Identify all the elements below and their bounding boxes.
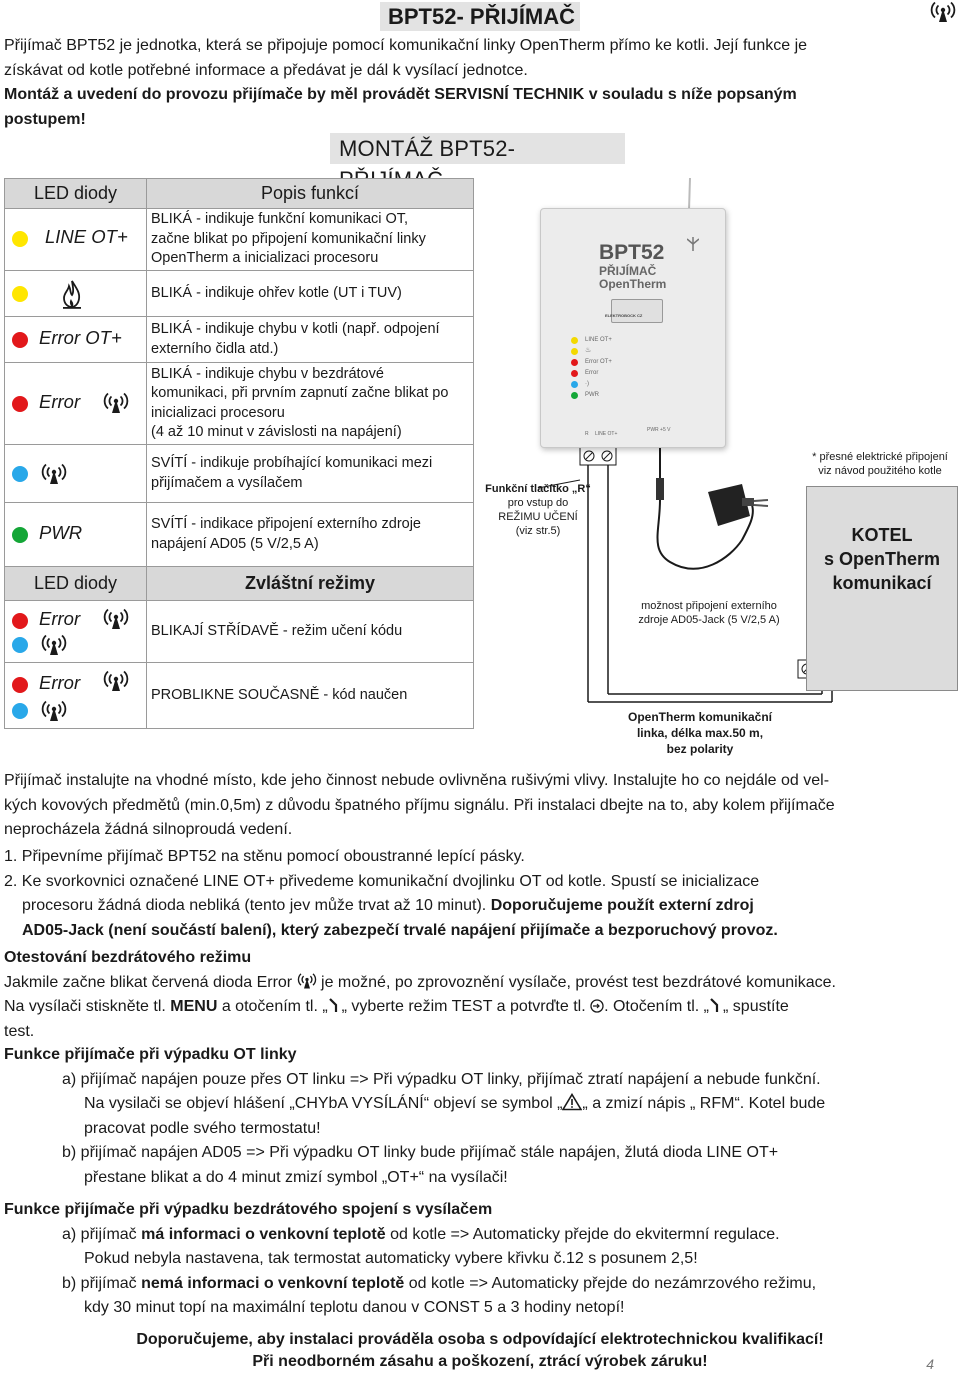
blue-led-icon <box>12 466 28 482</box>
red-led-icon <box>12 613 28 629</box>
section-heading: Funkce přijímače při výpadku OT linky <box>4 1046 297 1063</box>
led-description <box>147 503 474 567</box>
blue-led-icon <box>12 703 28 719</box>
text-span: procesoru žádná dioda nebliká (tento jev může trvat až 10 minut). <box>22 897 491 914</box>
text-span: Na vysilači se objeví hlášení „CHYbA VYSÍLÁNÍ“ objeví se symbol „ <box>84 1095 563 1112</box>
footer-warning <box>0 1329 960 1373</box>
antenna-symbol-icon <box>687 237 699 251</box>
desc-line: napájení AD05 (5 V/2,5 A) <box>151 535 319 552</box>
text-line: Pokud nebyla nastavena, tak termostat automaticky vybere křivku č.12 s posunem 2,5! <box>84 1250 698 1267</box>
text-span: „ a zmizí nápis „ RFM“. Kotel bude <box>582 1095 826 1112</box>
antenna-icon <box>930 0 956 26</box>
text-line <box>4 1223 960 1248</box>
text-span: . Otočením tl. „ <box>604 998 710 1015</box>
device-led-panel: LINE OT+ ♨ Error OT+ Error ·) PWR <box>571 335 671 401</box>
confirm-button-icon <box>590 999 604 1013</box>
ot-line-callout <box>612 709 788 757</box>
adapter-callout <box>624 599 794 627</box>
led-label: Error <box>39 672 81 693</box>
desc-line: přijímačem a vysílačem <box>151 474 303 491</box>
recommendation: Doporučujeme použít externí zdroj <box>490 897 754 914</box>
led-cell <box>5 601 147 663</box>
wireless-icon <box>103 391 129 415</box>
text-line: Přijímač instalujte na vhodné místo, kde jeho činnost nebude ovlivněna rušivými vlivy. Instalujte ho co nejdále od vel- <box>4 772 830 789</box>
wireless-icon <box>103 607 129 631</box>
device-button-label: R <box>585 431 589 437</box>
led-description: PROBLIKNE SOUČASNĚ - kód naučen <box>147 663 474 729</box>
text-line: pracovat podle svého termostatu! <box>84 1119 321 1137</box>
rf-failure-section <box>4 1198 960 1321</box>
table-header-desc: Popis funkcí <box>147 179 474 209</box>
flame-icon <box>61 279 83 309</box>
wireless-icon <box>41 699 67 723</box>
device-subtitle-line: OpenTherm <box>599 277 667 291</box>
table-header-led: LED diody <box>5 567 147 601</box>
led-cell <box>5 271 147 317</box>
terminal-block-icon <box>580 447 616 465</box>
text-span: Na vysílači stiskněte tl. <box>4 998 171 1015</box>
section-title-montaz: MONTÁŽ BPT52- <box>330 133 625 164</box>
text-span: od kotle => Automaticky přejde do ekvitermní regulace. <box>385 1225 780 1243</box>
ot-failure-section <box>4 1043 960 1190</box>
desc-line: externího čidla atd.) <box>151 340 279 357</box>
desc-line: inicializaci procesoru <box>151 404 285 421</box>
device-model: BPT52 <box>599 241 665 264</box>
recommendation: AD05-Jack (není součástí balení), který zabezpečí trvalé napájení přijímače a bezporuchový provoz. <box>22 921 778 939</box>
led-label: Error OT+ <box>39 327 122 348</box>
device-subtitle-line: PŘIJÍMAČ <box>599 264 657 278</box>
table-header-led: LED diody <box>5 179 147 209</box>
steps-list <box>4 845 960 943</box>
text-span: „ spustíte <box>723 998 789 1015</box>
install-paragraph <box>4 769 960 843</box>
callout-line: bez polarity <box>666 742 734 756</box>
desc-line: SVÍTÍ - indikuje probíhající komunikaci mezi <box>151 455 433 471</box>
led-table <box>4 178 474 729</box>
text-line: neprocházela žádná silnoproudá vedení. <box>4 821 293 838</box>
led-description: BLIKAJÍ STŘÍDAVĚ - režim učení kódu <box>147 601 474 663</box>
boiler-box <box>806 486 958 691</box>
desc-line: SVÍTÍ - indikace připojení externího zdroje <box>151 516 421 532</box>
intro-warning: postupem! <box>4 110 86 128</box>
step-item: 1. Připevníme přijímač BPT52 na stěnu pomocí oboustranné lepící pásky. <box>4 848 525 865</box>
device-power-label: PWR +5 V <box>647 427 671 433</box>
led-cell <box>5 317 147 363</box>
boiler-label: KOTEL <box>851 525 913 545</box>
wireless-icon <box>103 669 129 693</box>
desc-line: začne blikat po připojení komunikační linky <box>151 230 426 247</box>
text-span: a) přijímač <box>62 1225 142 1243</box>
callout-line: REŽIMU UČENÍ <box>498 511 578 523</box>
led-label: Error <box>39 391 81 412</box>
device-antenna <box>689 178 690 210</box>
callout-line: zdroje AD05-Jack (5 V/2,5 A) <box>638 614 780 626</box>
led-cell <box>5 445 147 503</box>
text-span: je možné, po zprovoznění vysílače, provést test bezdrátové komunikace. <box>316 973 836 991</box>
text-span: a otočením tl. „ <box>217 998 328 1015</box>
text-line: b) přijímač napájen AD05 => Při výpadku OT linky bude přijímač stále napájen, žlutá dioda LINE OT+ <box>62 1144 779 1161</box>
text-line: kých kovových předmětů (min.0,5m) z důvodu špatného příjmu signálu. Při instalaci dbejte na to, aby kolem přijímače <box>4 796 835 814</box>
text-line <box>4 1272 960 1297</box>
menu-key: MENU <box>170 998 218 1015</box>
connection-note <box>800 450 960 478</box>
page-number: 4 <box>926 1356 934 1372</box>
knob-icon <box>709 997 723 1013</box>
intro-line: Přijímač BPT52 je jednotka, která se připojuje pomocí komunikační linky OpenTherm přímo ke kotli. Její funkce je <box>4 37 808 54</box>
jack-plug-icon <box>656 478 664 500</box>
text-line: přestane blikat a do 4 minut zmizí symbol „OT+“ na vysílači! <box>84 1168 508 1186</box>
callout-line: (viz str.5) <box>515 525 561 537</box>
brand-logo <box>611 299 663 323</box>
led-description: BLIKÁ - indikuje ohřev kotle (UT i TUV) <box>147 271 474 317</box>
text-span-bold: nemá informaci o venkovní teplotě <box>141 1274 405 1292</box>
boiler-label: komunikací <box>832 573 932 593</box>
yellow-led-icon <box>12 286 28 302</box>
text-span: „ vyberte režim TEST a potvrďte tl. <box>341 998 591 1015</box>
led-description <box>147 445 474 503</box>
table-header-special: Zvláštní režimy <box>147 567 474 601</box>
device-subtitle <box>599 265 666 291</box>
knob-icon <box>328 997 342 1013</box>
callout-title: Funkční tlačítko „R“ <box>485 483 591 495</box>
led-label: LINE OT+ <box>45 226 128 247</box>
callout-line: OpenTherm komunikační <box>627 710 773 724</box>
led-label: PWR <box>39 522 83 543</box>
device-led-label: Error <box>585 369 599 376</box>
led-description <box>147 363 474 445</box>
section-heading: Otestování bezdrátového režimu <box>4 949 252 966</box>
red-led-icon <box>12 396 28 412</box>
led-cell <box>5 663 147 729</box>
led-cell <box>5 503 147 567</box>
intro-line: získávat od kotle potřebné informace a předávat je dál k vysílací jednotce. <box>4 61 528 79</box>
desc-line: BLIKÁ - indikuje funkční komunikaci OT, <box>151 211 409 228</box>
text-line: test. <box>4 1022 35 1040</box>
text-span: b) přijímač <box>62 1274 142 1292</box>
step-item-cont <box>4 894 960 919</box>
callout-line: * přesné elektrické připojení <box>812 451 948 463</box>
text-span-bold: má informaci o venkovní teplotě <box>141 1225 386 1243</box>
desc-line: komunikaci, při prvním zapnutí začne blikat po <box>151 385 449 401</box>
desc-line: (4 až 10 minut v závislosti na napájení) <box>151 424 402 440</box>
callout-line: viz návod použitého kotle <box>818 465 942 477</box>
led-label: Error <box>39 608 81 629</box>
text-line <box>4 995 960 1020</box>
desc-line: BLIKÁ - indikuje chybu v kotli (např. odpojení <box>151 321 440 337</box>
red-led-icon <box>12 332 28 348</box>
page-title: BPT52- PŘIJÍMAČ <box>380 2 580 31</box>
green-led-icon <box>12 527 28 543</box>
callout-line: možnost připojení externího <box>641 600 777 612</box>
footer-line: Při neodborném zásahu a poškození, ztrácí výrobek záruku! <box>252 1353 708 1370</box>
desc-line: BLIKÁ - indikuje chybu v bezdrátové <box>151 365 384 382</box>
button-callout <box>478 482 598 538</box>
callout-line: linka, délka max.50 m, <box>636 726 764 740</box>
text-line <box>4 971 960 996</box>
wireless-icon <box>41 633 67 657</box>
led-cell <box>5 209 147 271</box>
footer-line: Doporučujeme, aby instalaci prováděla osoba s odpovídající elektrotechnickou kvalifikací! <box>136 1331 824 1348</box>
brand-name: ELEKTROBOCK CZ <box>605 313 643 318</box>
led-description <box>147 317 474 363</box>
blue-led-icon <box>12 637 28 653</box>
step-item: 2. Ke svorkovnici označené LINE OT+ přivedeme komunikační dvojlinku OT od kotle. Spustí se inicializace <box>4 872 760 890</box>
text-line: kdy 30 minut topí na maximální teplotu danou v CONST 5 a 3 hodiny netopí! <box>84 1299 625 1316</box>
boiler-label: s OpenTherm <box>823 549 941 569</box>
device-led-label: PWR <box>585 391 599 398</box>
wireless-icon <box>41 462 67 486</box>
led-cell <box>5 363 147 445</box>
red-led-icon <box>12 677 28 693</box>
text-line: a) přijímač napájen pouze přes OT linku => Při výpadku OT linky, přijímač ztratí napájení a nebude funkční. <box>62 1070 821 1088</box>
warning-icon <box>562 1093 582 1111</box>
device-led-label: Error OT+ <box>585 358 612 365</box>
text-span: Jakmile začne blikat červená dioda Error <box>4 973 297 991</box>
device-terminal-label: LINE OT+ <box>595 431 618 437</box>
text-span: od kotle => Automaticky přejde do nezámrzového režimu, <box>404 1274 817 1292</box>
yellow-led-icon <box>12 231 28 247</box>
callout-line: pro vstup do <box>507 497 569 509</box>
wireless-icon <box>297 972 317 990</box>
receiver-device <box>540 208 726 448</box>
text-line <box>4 1092 960 1117</box>
device-led-label: LINE OT+ <box>585 337 612 343</box>
desc-line: OpenTherm a inicializaci procesoru <box>151 250 379 267</box>
section-heading: Funkce přijímače při výpadku bezdrátového spojení s vysílačem <box>4 1201 493 1218</box>
intro-warning: Montáž a uvedení do provozu přijímače by měl provádět SERVISNÍ TECHNIK v souladu s níže popsaným <box>4 86 797 103</box>
test-section <box>4 946 960 1044</box>
led-description <box>147 209 474 271</box>
